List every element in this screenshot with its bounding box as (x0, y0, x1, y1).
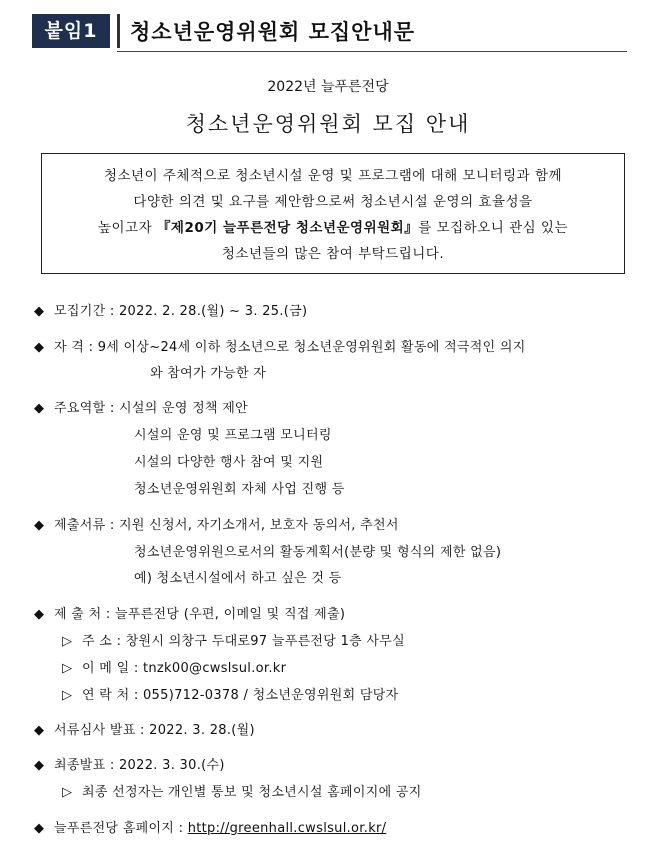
item-documents-3: 예) 청소년시설에서 하고 싶은 것 등 (134, 571, 342, 586)
item-documents: ◆ 제출서류 : 지원 신청서, 자기소개서, 보호자 동의서, 추천서 (34, 518, 399, 533)
item-submit: ◆ 제 출 처 : 늘푸른전당 (우편, 이메일 및 직접 제출) (34, 607, 346, 622)
diamond-bullet-icon: ◆ (34, 401, 45, 416)
diamond-bullet-icon: ◆ (34, 723, 45, 738)
triangle-bullet-icon: ▷ (62, 688, 73, 703)
intro-line-3-post: 를 모집하오니 관심 있는 (418, 220, 569, 236)
intro-box (41, 153, 625, 274)
intro-line-3-pre: 높이고자 (97, 220, 157, 236)
triangle-bullet-icon: ▷ (62, 661, 73, 676)
diamond-bullet-icon: ◆ (34, 340, 45, 355)
attachment-badge: 붙임1 (32, 14, 110, 48)
intro-line-2: 다양한 의견 및 요구를 제안함으로써 청소년시설 운영의 효율성을 (133, 194, 533, 210)
item-qualification: ◆ 자 격 : 9세 이상~24세 이하 청소년으로 청소년운영위원회 활동에 적극적인 의지 (34, 340, 526, 355)
triangle-bullet-icon: ▷ (62, 785, 73, 800)
item-role-4: 청소년운영위원회 자체 사업 진행 등 (134, 482, 345, 497)
item-role-3: 시설의 다양한 행사 참여 및 지원 (134, 455, 324, 470)
item-final-note: ▷ 최종 선정자는 개인별 통보 및 청소년시설 홈페이지에 공지 (62, 785, 422, 800)
item-email: ▷ 이 메 일 : tnzk00@cwslsul.or.kr (62, 661, 287, 676)
document-header (32, 12, 622, 52)
diamond-bullet-icon: ◆ (34, 821, 45, 836)
header-divider (117, 14, 120, 48)
subtitle: 2022년 늘푸른전당 (267, 79, 389, 95)
item-role-2: 시설의 운영 및 프로그램 모니터링 (134, 428, 332, 443)
intro-line-1: 청소년이 주체적으로 청소년시설 운영 및 프로그램에 대해 모니터링과 함께 (103, 168, 563, 184)
diamond-bullet-icon: ◆ (34, 304, 45, 319)
item-documents-2: 청소년운영위원으로서의 활동계획서(분량 및 형식의 제한 없음) (134, 545, 502, 560)
item-contact: ▷ 연 락 처 : 055)712-0378 / 청소년운영위원회 담당자 (62, 688, 399, 703)
header-title: 청소년운영위원회 모집안내문 (130, 20, 416, 44)
item-screening: ◆ 서류심사 발표 : 2022. 3. 28.(월) (34, 723, 255, 738)
intro-program-name: 『제20기 늘푸른전당 청소년운영위원회』 (156, 220, 419, 236)
triangle-bullet-icon: ▷ (62, 634, 73, 649)
item-final: ◆ 최종발표 : 2022. 3. 30.(수) (34, 758, 225, 773)
item-period: ◆ 모집기간 : 2022. 2. 28.(월) ~ 3. 25.(금) (34, 304, 308, 319)
homepage-link[interactable]: http://greenhall.cwslsul.or.kr/ (187, 821, 387, 836)
diamond-bullet-icon: ◆ (34, 758, 45, 773)
item-role: ◆ 주요역할 : 시설의 운영 정책 제안 (34, 401, 248, 416)
diamond-bullet-icon: ◆ (34, 518, 45, 533)
item-homepage: ◆ 늘푸른전당 홈페이지 : http://greenhall.cwslsul.or.kr/ (34, 821, 387, 836)
item-address: ▷ 주 소 : 창원시 의창구 두대로97 늘푸른전당 1층 사무실 (62, 634, 406, 649)
main-title: 청소년운영위원회 모집 안내 (185, 112, 471, 136)
intro-line-3 (42, 215, 624, 241)
intro-line-4: 청소년들의 많은 참여 부탁드립니다. (221, 246, 445, 262)
diamond-bullet-icon: ◆ (34, 607, 45, 622)
item-qualification-cont: 와 참여가 가능한 자 (150, 366, 267, 381)
header-underline (117, 51, 627, 52)
